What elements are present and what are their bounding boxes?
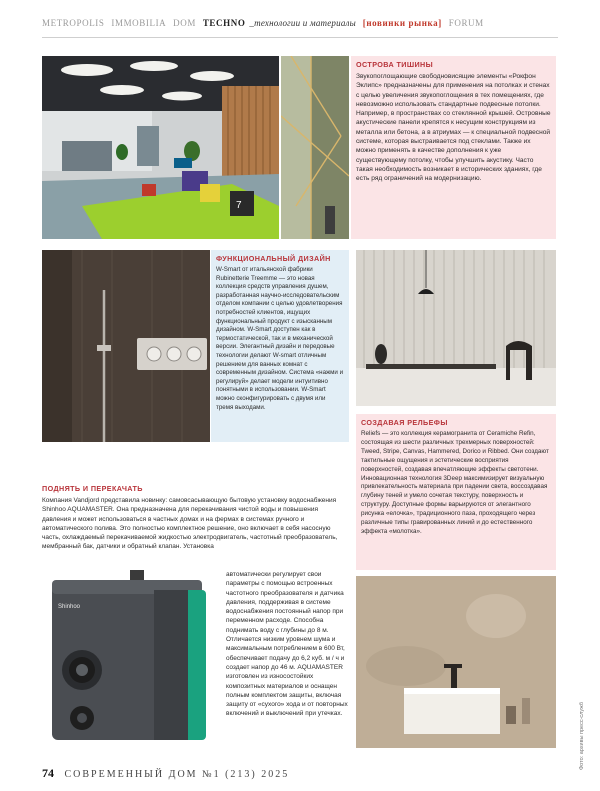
pump-article — [42, 484, 348, 552]
pump-body-side: автоматически регулирует свои параметры с помощью встроенных частотного преобразователя и датчика давления, поддерживая в системе водоснабжения постоянный напор при переменном расходе. Способна поднимать воду с глубины до 8 м. Отличается низким уровнем шума и максимальным потреблением в 600 Вт, обеспечивает подачу до 6,2 куб. м / ч и создает напор до 46 м. AQUAMASTER изготовлен из износостойких композитных материалов и оснащен полным комплектом защиты, включая защиту от «сухого» хода и от повторных включений и выключений при утечках. — [226, 571, 348, 718]
pump-side-column — [226, 570, 348, 719]
bathroom-photo — [356, 576, 556, 748]
nav-highlight: [новинки рынка] — [362, 18, 442, 28]
islands-article — [351, 56, 556, 239]
photo-credit: Фото: архивы пресс-служб — [579, 701, 585, 770]
svg-text:7: 7 — [236, 200, 242, 211]
shower-photo — [42, 250, 210, 442]
islands-heading: ОСТРОВА ТИШИНЫ — [356, 60, 434, 69]
panel-photo — [281, 56, 349, 239]
pump-heading: ПОДНЯТЬ И ПЕРЕКАЧАТЬ — [42, 484, 143, 493]
reliefs-article — [356, 414, 556, 570]
page-footer — [42, 766, 562, 781]
page-number: 74 — [42, 766, 54, 780]
design-body: W-Smart от итальянской фабрики Rubinetterie Treemme — это новая коллекция средств управления душем, разработанная научно-исследовательским отделом компании с целью удовлетворения потребностей клиентов, ищущих функциональный продукт с изысканным дизайном. W-Smart доступен как в термостатической, так и в механической версии. Элегантный дизайн и передовые технологии делают W-smart отличным решением для ванных комнат с современным дизайном. Система «нажми и регулируй» делает модели интуитивно понятными в использовании. W-Smart можно сконфигурировать с двумя или тремя выходами. — [216, 266, 344, 411]
design-heading: ФУНКЦИОНАЛЬНЫЙ ДИЗАЙН — [216, 254, 331, 263]
office-photo — [42, 56, 279, 239]
nav-item-techno[interactable]: TECHNO — [202, 18, 246, 28]
nav-item-forum[interactable]: FORUM — [448, 18, 484, 28]
nav-item-immobilia[interactable]: IMMOBILIA — [111, 18, 167, 28]
pump-device-label: Shinhoo — [58, 604, 81, 610]
reliefs-body: Reliefs — это коллекция керамогранита от Ceramiche Refin, состоящая из шести различных трехмерных поверхностей: Tweed, Stripe, Canvas, Hammered, Dorico и Ribbed. Они создают тактильные ощущения и эстетические восприятия поверхностей, создавая впечатляющие эффекты светотени. Инновационная технология 3Deep максимизирует визуальную привлекательность материала при падении света, воссоздавая глубину теней и умело сочетая текстуру, поверхность и структуру. Доступные формы варьируются от элегантного рисунка «елочка», традиционного паза, проходящего через различные типы гравированных линий и до естественного эффекта «молотка». — [361, 430, 549, 535]
ribbed-wall-photo — [356, 250, 556, 406]
magazine-issue: СОВРЕМЕННЫЙ ДОМ №1 (213) 2025 — [64, 769, 290, 780]
nav-item-metropolis[interactable]: METROPOLIS — [42, 18, 105, 28]
islands-body: Звукопоглощающие свободновисящие элементы «Рокфон Эклипс» предназначены для применения на потолках и стенах с целью увеличения звукопоглощения в тех помещениях, где невозможно использовать стандартные подвесные потолки. Например, в пространствах со стеклянной крышей. Островные акустические панели крепятся к несущим конструкциям из металла или бетона, а в атриумах — к специальной подвесной системе, которая выстраивается под стеклами. Также их можно применять в качестве дополнения к уже существующему потолку, чтобы улучшить акустику. Часто такая необходимость возникает в исторических зданиях, где есть ряд ограничений на модернизацию. — [356, 73, 551, 183]
section-navigation — [42, 18, 562, 34]
nav-item-dom[interactable]: DOM — [173, 18, 196, 28]
pump-device-image — [42, 560, 222, 750]
pump-body-top: Компания Vandjord представила новинку: самовсасывающую бытовую установку водоснабжения Shinhoo AQUAMASTER. Она предназначена для перекачивания чистой воды и повышения давления и может использоваться в частных домах и на фермах в системах ручного и автоматического полива. Это полностью комплектное решение, оно включает в себя насосную часть, охлаждаемый перекачиваемой жидкостью электродвигатель, частотный преобразователь, мембранный бак, датчики и обратный клапан. Установка — [42, 497, 338, 551]
reliefs-heading: СОЗДАВАЯ РЕЛЬЕФЫ — [361, 418, 448, 427]
header-rule — [42, 37, 558, 38]
nav-subtitle: _технологии и материалы — [249, 18, 356, 28]
design-article — [211, 250, 349, 442]
